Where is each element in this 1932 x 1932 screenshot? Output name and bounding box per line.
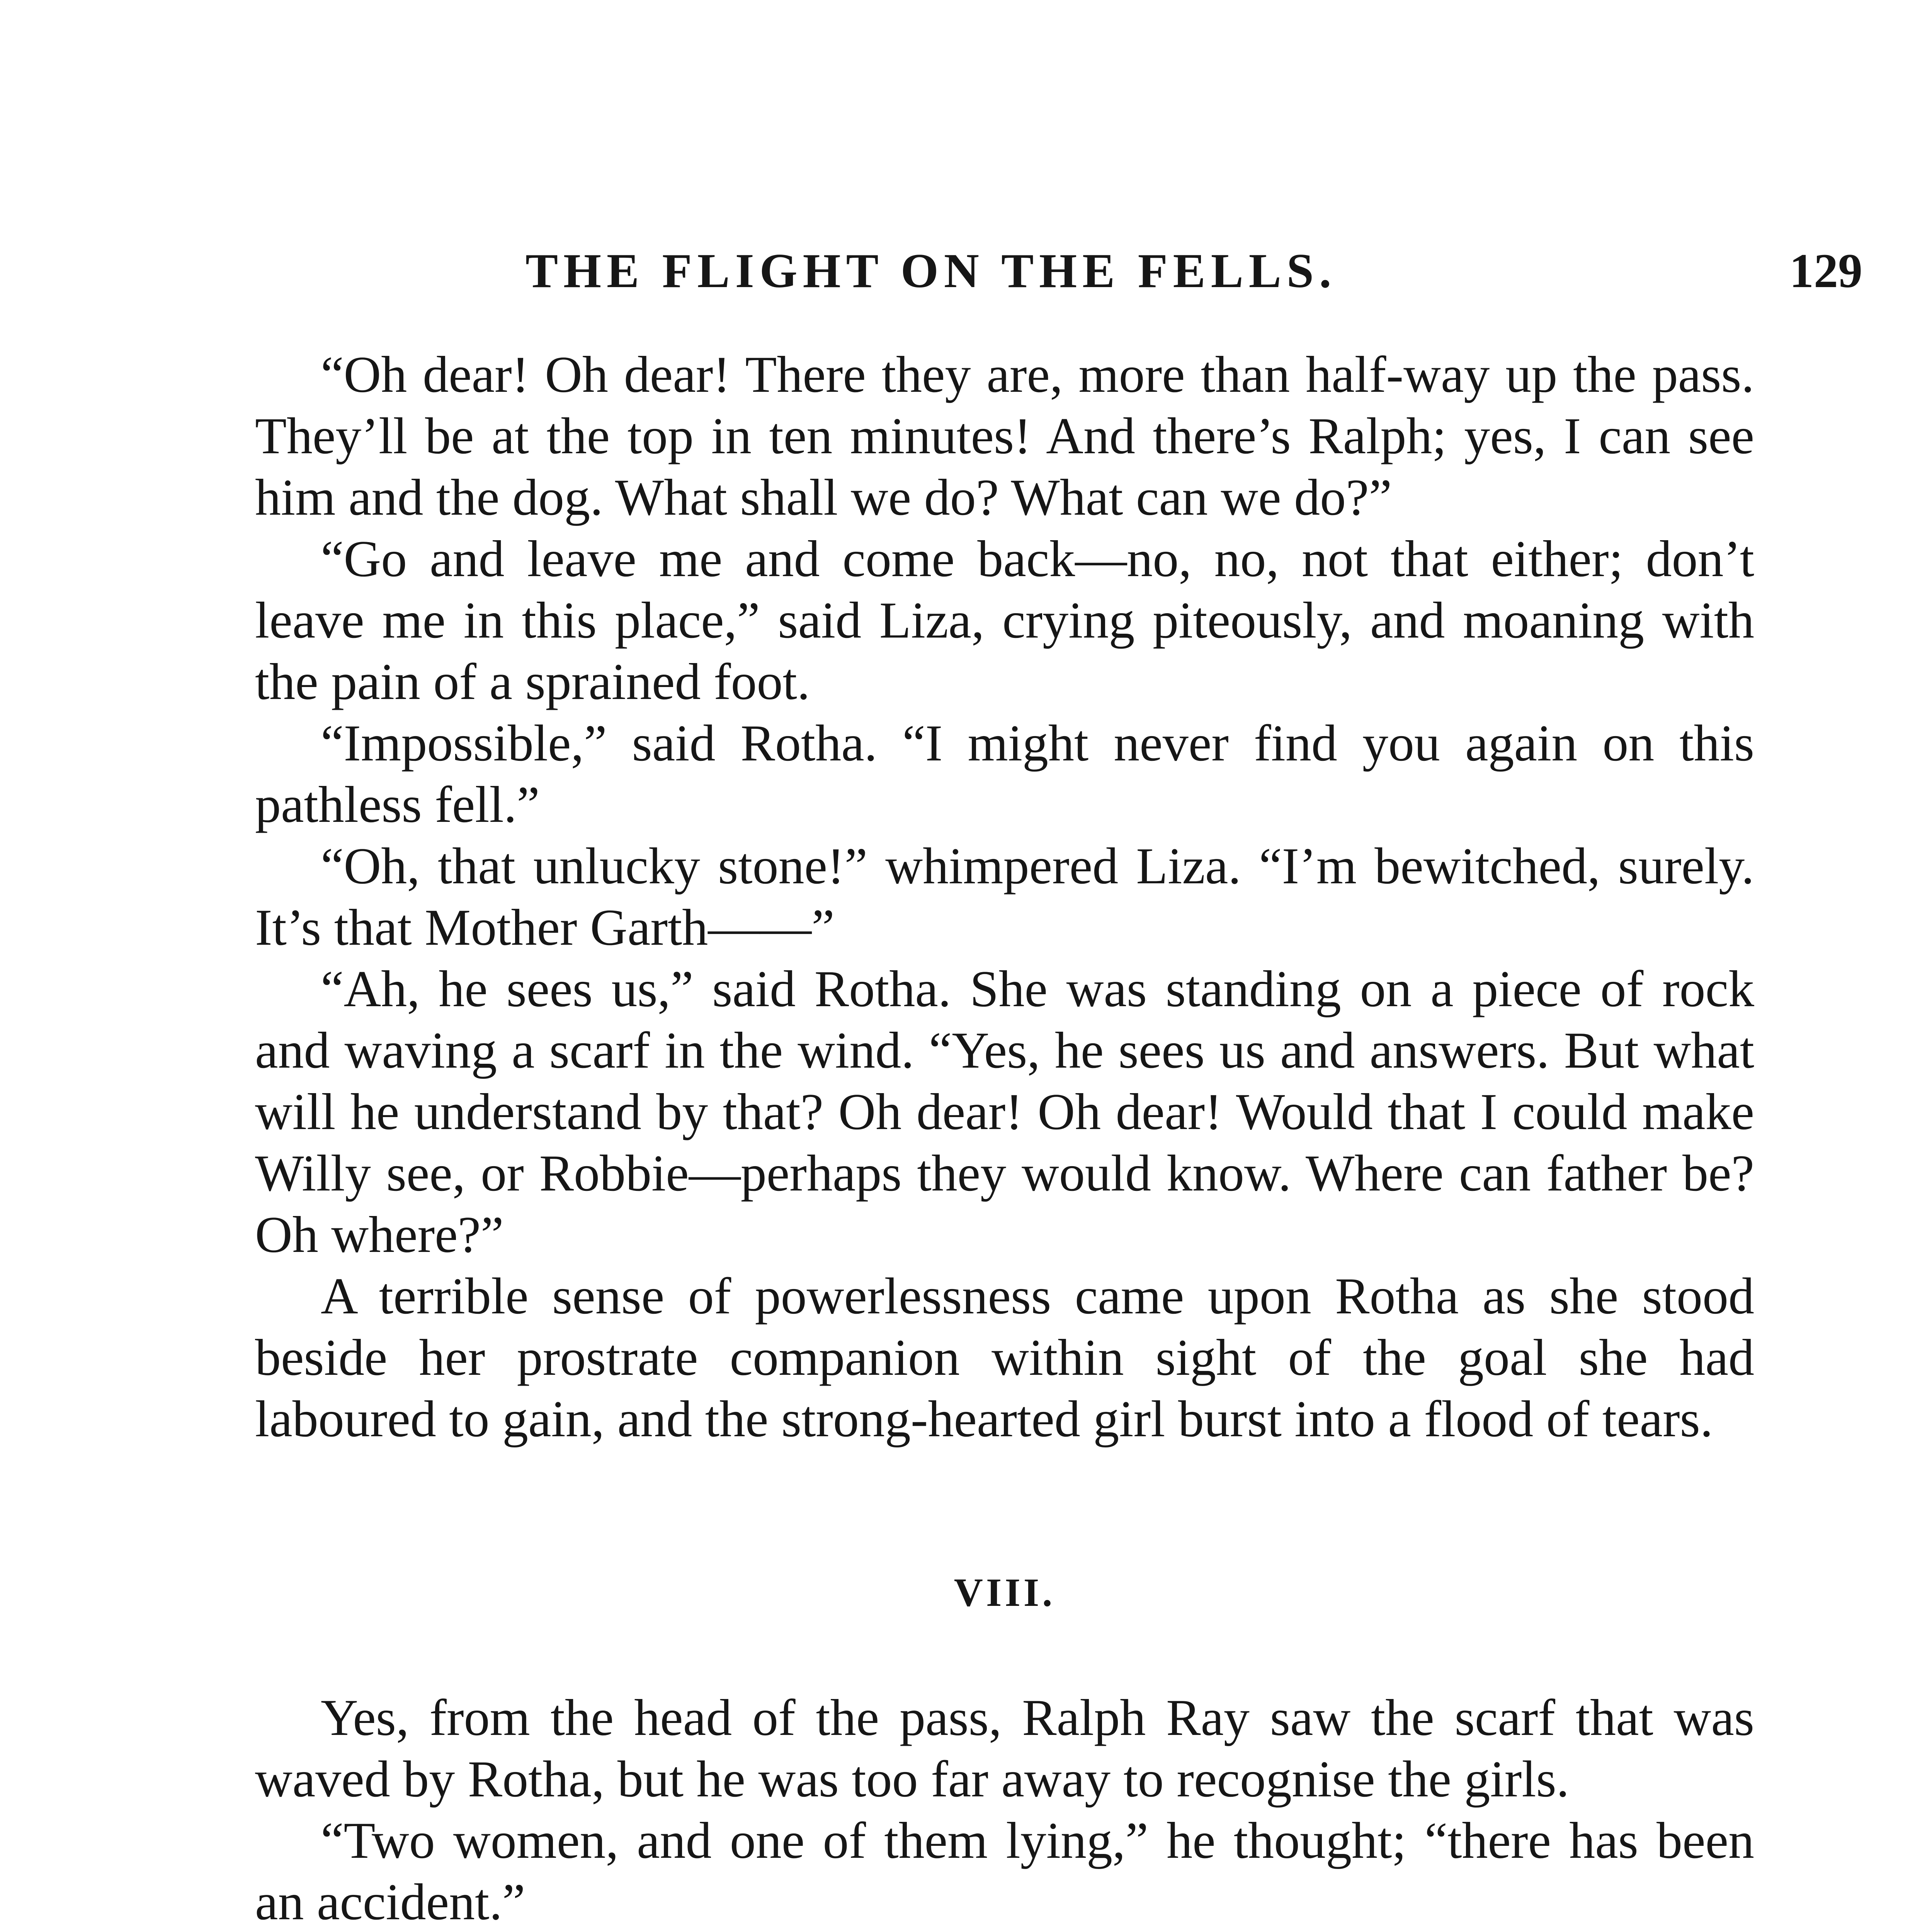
paragraph: Yes, from the head of the pass, Ralph Ray saw the scarf that was waved by Rotha, but he was too far away to recognise the girls. bbox=[255, 1689, 1754, 1808]
paragraph: A terrible sense of powerlessness came upon Rotha as she stood beside her prostrate companion within sight of the goal she had laboured to gain, and the strong-hearted girl burst into a flood of tears. bbox=[255, 1267, 1754, 1447]
paragraph: “Go and leave me and come back—no, no, not that either; don’t leave me in this place,” said Liza, crying piteously, and moaning with the pain of a sprained foot. bbox=[255, 530, 1754, 710]
section-heading: VIII. bbox=[954, 1570, 1056, 1615]
paragraph: “Oh dear! Oh dear! There they are, more than half-way up the pass. They’ll be at the top in ten minutes! And there’s Ralph; yes, I can see him and the dog. What shall we do? What can we do?” bbox=[255, 346, 1754, 526]
paragraph: “Oh, that unlucky stone!” whimpered Liza. “I’m bewitched, surely. It’s that Mother Garth——” bbox=[255, 837, 1754, 956]
paragraph: “Two women, and one of them lying,” he thought; “there has been an accident.” bbox=[255, 1812, 1754, 1930]
paragraph: “Ah, he sees us,” said Rotha. She was standing on a piece of rock and waving a scarf in the wind. “Yes, he sees us and answers. But what will he understand by that? Oh dear! Oh dear! Would that I could make Willy see, or Robbie—perhaps they would know. Where can father be? Oh where?” bbox=[255, 960, 1754, 1263]
paragraph: “Impossible,” said Rotha. “I might never find you again on this pathless fell.” bbox=[255, 714, 1754, 833]
page-header bbox=[526, 243, 1862, 305]
body-text bbox=[255, 344, 1754, 1932]
running-head: THE FLIGHT ON THE FELLS. bbox=[526, 244, 1337, 298]
page-number: 129 bbox=[1789, 244, 1862, 298]
